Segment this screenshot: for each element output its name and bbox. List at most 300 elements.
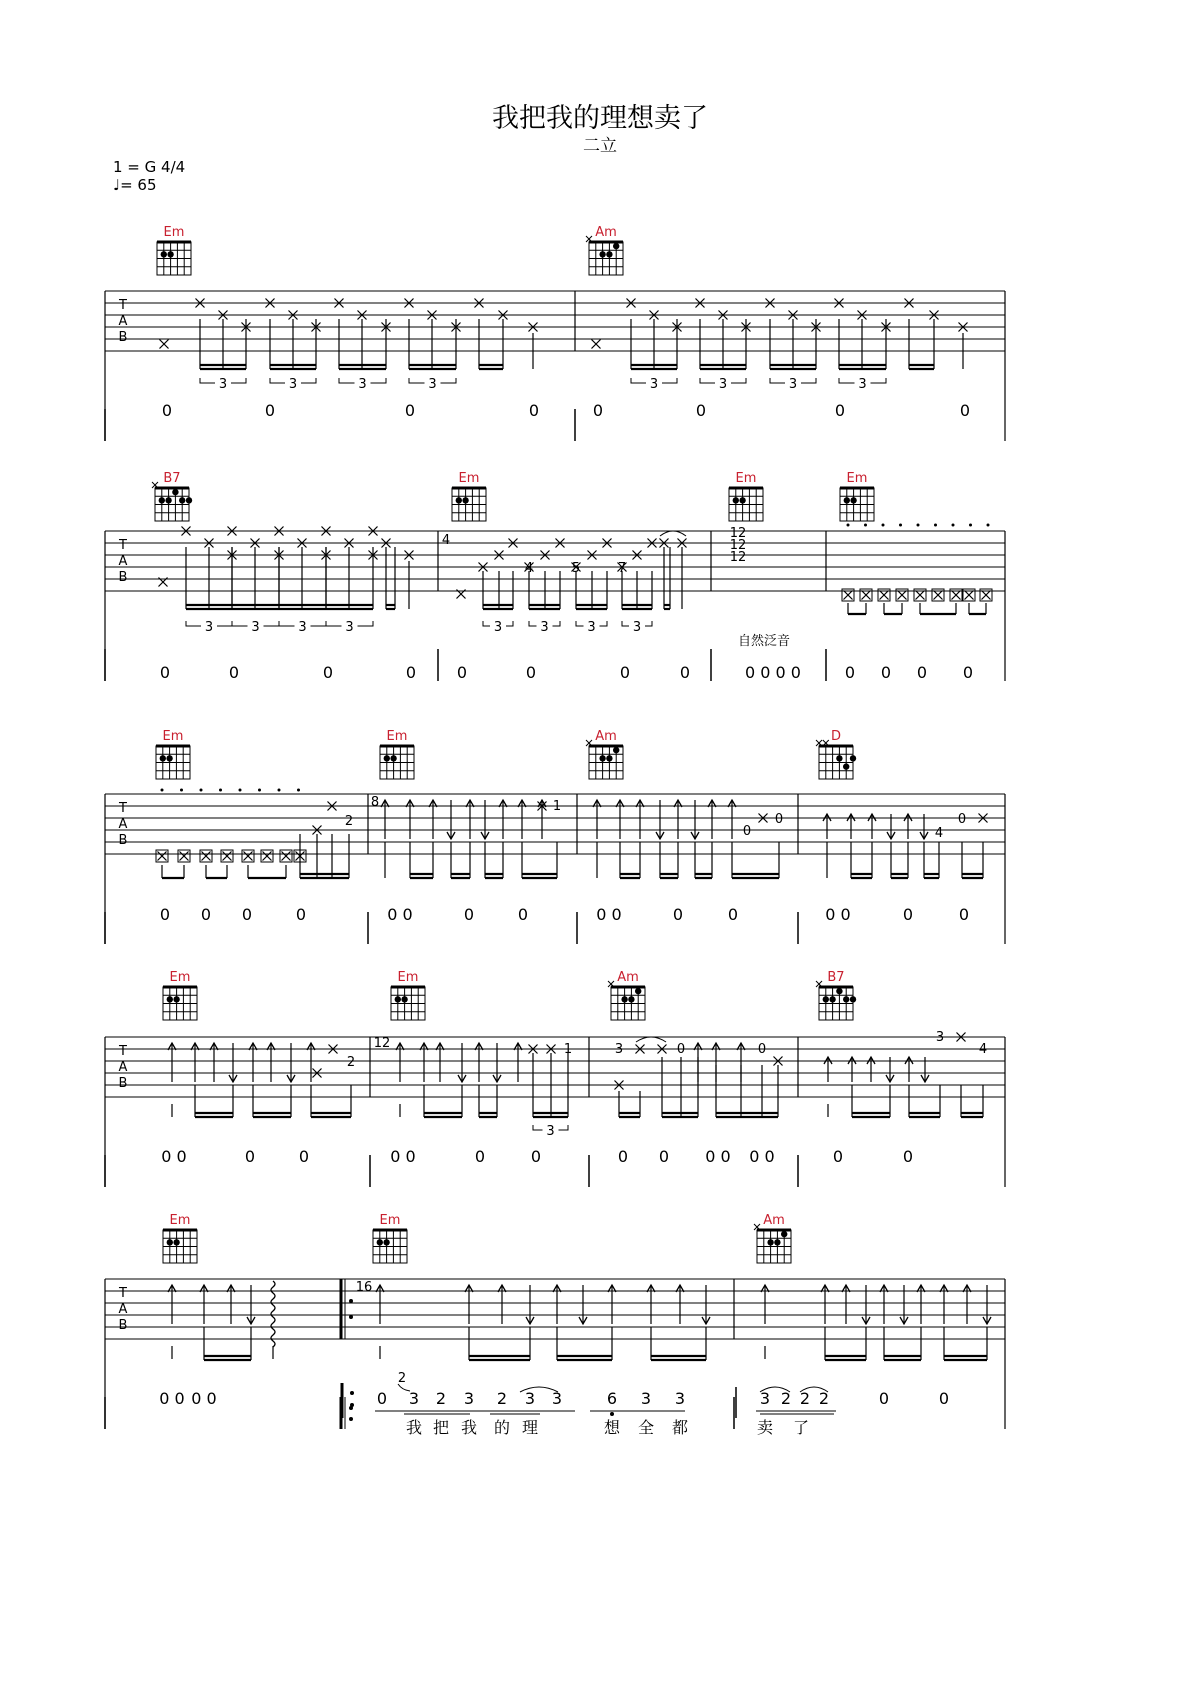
- lyric-syllable: 了: [792, 1418, 810, 1437]
- strum-up-arrow: [823, 814, 831, 839]
- finger-dot: [836, 755, 842, 761]
- strum-up-arrow: [636, 800, 644, 839]
- strum-up-arrow: [249, 1043, 257, 1082]
- dead-note-x-mark: [160, 340, 169, 349]
- rhythm-digit: 0: [528, 401, 540, 420]
- bracket-left: [186, 621, 201, 626]
- rhythm-digit: 0: [832, 1147, 844, 1166]
- strum-up-arrow: [475, 1043, 483, 1082]
- triplet-bracket: [270, 377, 316, 392]
- tab-clef-letter: A: [118, 314, 128, 329]
- finger-dot: [167, 996, 173, 1002]
- strum-up-arrow: [514, 1043, 522, 1082]
- lyric-syllable: 卖: [756, 1418, 774, 1437]
- octave-dot-below: [610, 1412, 614, 1416]
- triplet-number: 3: [218, 377, 228, 392]
- finger-dot: [767, 1239, 773, 1245]
- strum-up-arrow: [200, 1285, 208, 1324]
- rhythm-digit: 0: [695, 401, 707, 420]
- triplet-bracket: [576, 620, 607, 635]
- strum-up-arrow: [466, 800, 474, 839]
- bracket-left: [270, 378, 285, 383]
- fret-number: 0: [742, 824, 752, 839]
- rhythm-digit: 0: [916, 663, 928, 682]
- dead-note-x-mark: [844, 591, 853, 600]
- key-signature: 1 = G 4/4: [113, 158, 186, 176]
- rhythm-digit: 0: [962, 663, 974, 682]
- bracket-left: [533, 1125, 543, 1130]
- triplet-bracket: [232, 620, 279, 635]
- rhythm-digit: 0: [619, 663, 631, 682]
- finger-dot: [774, 1239, 780, 1245]
- tab-clef-letter: B: [118, 570, 128, 585]
- lyric-syllable: 我: [405, 1418, 423, 1437]
- finger-dot: [606, 755, 612, 761]
- rhythm-digit: 0: [463, 905, 475, 924]
- melody-digit: 3: [640, 1389, 652, 1408]
- finger-dot: [823, 996, 829, 1002]
- palm-mute-dot: [969, 524, 972, 527]
- melody-digit: 2: [780, 1389, 792, 1408]
- palm-mute-dot: [864, 524, 867, 527]
- finger-dot: [395, 996, 401, 1002]
- triplet-number: 3: [540, 620, 549, 635]
- fret-number: 0: [676, 1042, 686, 1057]
- rhythm-digit: 0: [228, 663, 240, 682]
- rhythm-digit: 0: [200, 905, 212, 924]
- melody-digit: 3: [759, 1389, 771, 1408]
- strum-up-arrow: [708, 800, 716, 839]
- triplet-number: 3: [288, 377, 298, 392]
- finger-dot: [173, 996, 179, 1002]
- rhythm-digit: 0: [456, 663, 468, 682]
- strum-up-arrow: [465, 1285, 473, 1324]
- bar-number: 4: [441, 533, 451, 548]
- bracket-left: [529, 621, 537, 626]
- dead-note-x-mark: [952, 591, 961, 600]
- dead-note-x-mark: [934, 591, 943, 600]
- strum-up-arrow: [593, 800, 601, 839]
- melody-digit: 2: [435, 1389, 447, 1408]
- chord-name: Em: [379, 1213, 401, 1228]
- strum-up-arrow: [499, 800, 507, 839]
- rhythm-digit: 0: [404, 401, 416, 420]
- chord-name: Em: [169, 970, 191, 985]
- dead-note-x-mark: [592, 340, 601, 349]
- melody-digit: 2: [818, 1389, 830, 1408]
- rhythm-digit: 0 0: [387, 905, 413, 924]
- rhythm-digit: 0: [159, 663, 171, 682]
- dead-note-x-mark: [982, 591, 991, 600]
- chord-diagram: [157, 225, 191, 275]
- dead-note-x-mark: [180, 852, 189, 861]
- lyric-syllable: 全: [637, 1418, 655, 1437]
- fret-number: 12: [729, 550, 747, 565]
- lyric-syllable: 想: [603, 1418, 621, 1437]
- rhythm-digit: 0: [658, 1147, 670, 1166]
- triplet-number: 3: [345, 620, 354, 635]
- dead-note-x-mark: [223, 852, 232, 861]
- strum-up-arrow: [963, 1285, 971, 1324]
- rhythm-digit: 0: [405, 663, 417, 682]
- dead-note-x-mark: [263, 852, 272, 861]
- finger-dot: [739, 497, 745, 503]
- finger-dot: [173, 1239, 179, 1245]
- chord-diagram: [156, 729, 190, 779]
- chord-name: Em: [397, 970, 419, 985]
- chord-diagram: [163, 970, 197, 1020]
- finger-dot: [613, 243, 619, 249]
- tab-clef-letter: A: [118, 817, 128, 832]
- bracket-right: [441, 378, 457, 383]
- finger-dot: [167, 251, 173, 257]
- palm-mute-dot: [258, 789, 261, 792]
- fret-number: 3: [935, 1030, 945, 1045]
- melody-digit: 3: [408, 1389, 420, 1408]
- bar-number: 12: [373, 1036, 391, 1051]
- palm-mute-dot: [239, 789, 242, 792]
- finger-dot: [599, 251, 605, 257]
- fret-number: 1: [552, 799, 562, 814]
- triplet-number: 3: [298, 620, 307, 635]
- finger-dot: [167, 1239, 173, 1245]
- bracket-right: [358, 621, 374, 626]
- rhythm-digit: 0 0: [390, 1147, 416, 1166]
- rhythm-digit: 0: [727, 905, 739, 924]
- strum-up-arrow: [616, 800, 624, 839]
- finger-dot: [186, 497, 192, 503]
- bracket-left: [483, 621, 490, 626]
- technique-annotation: 自然泛音: [737, 634, 791, 649]
- triplet-bracket: [483, 620, 513, 635]
- chord-name: Em: [735, 471, 757, 486]
- triplet-bracket: [409, 377, 456, 392]
- palm-mute-dot: [899, 524, 902, 527]
- bracket-right: [311, 621, 327, 626]
- rhythm-digit: 0 0: [825, 905, 851, 924]
- chord-diagram: [754, 1213, 791, 1263]
- finger-dot: [836, 988, 842, 994]
- fret-number: 4: [524, 561, 534, 576]
- rhythm-digit: 0: [244, 1147, 256, 1166]
- chord-name: Em: [458, 471, 480, 486]
- strum-up-arrow: [168, 1043, 176, 1082]
- dead-note-x-mark: [158, 852, 167, 861]
- rhythm-digit: 0: [530, 1147, 542, 1166]
- chord-name: Am: [617, 970, 639, 985]
- dead-note-x-mark: [880, 591, 889, 600]
- triplet-bracket: [770, 377, 816, 392]
- palm-mute-dot: [882, 524, 885, 527]
- strum-up-arrow: [728, 800, 736, 839]
- rhythm-digit: 0 0: [191, 1389, 217, 1408]
- triplet-number: 3: [718, 377, 728, 392]
- strum-up-arrow: [904, 814, 912, 839]
- triplet-bracket: [326, 620, 373, 635]
- fret-number: 2: [344, 814, 354, 829]
- fret-number: 1: [563, 1042, 573, 1057]
- finger-dot: [390, 755, 396, 761]
- rhythm-digit: 0 0: [596, 905, 622, 924]
- strum-up-arrow: [267, 1043, 275, 1082]
- finger-dot: [850, 996, 856, 1002]
- chord-diagram: [816, 970, 856, 1020]
- finger-dot: [635, 988, 641, 994]
- strum-up-arrow: [867, 1057, 875, 1082]
- chord-name: Em: [846, 471, 868, 486]
- finger-dot: [613, 747, 619, 753]
- triplet-number: 3: [858, 377, 867, 392]
- fret-number: 2: [346, 1055, 356, 1070]
- melody-digit: 3: [524, 1389, 536, 1408]
- rhythm-digit: 0: [159, 905, 171, 924]
- triplet-number: 3: [428, 377, 437, 392]
- chord-name: Am: [763, 1213, 785, 1228]
- song-title: 我把我的理想卖了: [492, 103, 708, 134]
- palm-mute-dot: [934, 524, 937, 527]
- rhythm-digit: 0: [958, 905, 970, 924]
- finger-dot: [456, 497, 462, 503]
- grace-note-digit: 2: [397, 1371, 407, 1386]
- finger-dot: [843, 763, 849, 769]
- dead-note-x-mark: [916, 591, 925, 600]
- dead-note-x-mark: [244, 852, 253, 861]
- bracket-left: [339, 378, 355, 383]
- bracket-right: [559, 1125, 569, 1130]
- bar-number: 16: [355, 1280, 373, 1295]
- bracket-left: [631, 378, 646, 383]
- rhythm-digit: 0: [517, 905, 529, 924]
- fret-number: 5: [571, 561, 581, 576]
- strum-up-arrow: [406, 800, 414, 839]
- chord-name: Em: [169, 1213, 191, 1228]
- finger-dot: [462, 497, 468, 503]
- strum-up-arrow: [821, 1285, 829, 1324]
- palm-mute-dot: [952, 524, 955, 527]
- fret-number: 12: [729, 526, 747, 541]
- melody-digit: 3: [463, 1389, 475, 1408]
- lyric-syllable: 都: [671, 1418, 689, 1437]
- chord-diagram: [163, 1213, 197, 1263]
- finger-dot: [843, 996, 849, 1002]
- bracket-left: [200, 378, 215, 383]
- finger-dot: [628, 996, 634, 1002]
- triplet-bracket: [529, 620, 560, 635]
- melody-digit: 6: [606, 1389, 618, 1408]
- rhythm-digit: 0: [902, 1147, 914, 1166]
- chord-diagram: [452, 471, 486, 521]
- chord-name: D: [830, 729, 842, 744]
- palm-mute-dot: [180, 789, 183, 792]
- finger-dot: [621, 996, 627, 1002]
- strum-up-arrow: [168, 1285, 176, 1324]
- palm-mute-dot: [847, 524, 850, 527]
- strum-up-arrow: [376, 1285, 384, 1324]
- triplet-number: 3: [204, 620, 214, 635]
- dead-note-x-mark: [282, 852, 291, 861]
- rhythm-digit: 0: [672, 905, 684, 924]
- bracket-right: [662, 378, 677, 383]
- tempo-marking: ♩= 65: [113, 176, 157, 194]
- finger-dot: [850, 497, 856, 503]
- strum-up-arrow: [842, 1285, 850, 1324]
- rhythm-digit: 0: [880, 663, 892, 682]
- finger-dot: [599, 755, 605, 761]
- repeat-dot: [349, 1299, 353, 1303]
- strum-up-arrow: [880, 1285, 888, 1324]
- dead-note-x-mark: [202, 852, 211, 861]
- palm-mute-dot: [917, 524, 920, 527]
- dead-note-x-mark: [898, 591, 907, 600]
- strum-up-arrow: [498, 1285, 506, 1324]
- strum-up-arrow: [676, 1285, 684, 1324]
- rhythm-digit: 0: [298, 1147, 310, 1166]
- melody-digit: 3: [674, 1389, 686, 1408]
- fret-number: 4: [978, 1042, 988, 1057]
- lyric-syllable: 理: [521, 1418, 539, 1437]
- melody-digit: 0: [938, 1389, 950, 1408]
- repeat-dot: [350, 1403, 354, 1407]
- lyric-syllable: 把: [432, 1418, 450, 1437]
- finger-dot: [166, 755, 172, 761]
- chord-diagram: [373, 1213, 407, 1263]
- tab-clef-letter: B: [118, 833, 128, 848]
- strum-up-arrow: [847, 814, 855, 839]
- song-artist: 二立: [583, 136, 617, 156]
- triplet-bracket: [279, 620, 326, 635]
- triplet-bracket: [339, 377, 386, 392]
- chord-diagram: [608, 970, 645, 1020]
- melody-digit: 0: [376, 1389, 388, 1408]
- triplet-bracket: [839, 377, 886, 392]
- rhythm-digit: 0: [959, 401, 971, 420]
- strum-up-arrow: [761, 1285, 769, 1324]
- tie-arc: [660, 531, 686, 536]
- tab-clef-letter: T: [119, 1044, 127, 1059]
- triplet-bracket: [533, 1124, 568, 1139]
- strum-up-arrow: [553, 1285, 561, 1324]
- triplet-bracket: [622, 620, 652, 635]
- bar-number: 8: [370, 795, 380, 810]
- finger-dot: [384, 755, 390, 761]
- tab-clef-letter: A: [118, 1302, 128, 1317]
- strum-up-arrow: [436, 1043, 444, 1082]
- triplet-number: 3: [358, 377, 367, 392]
- finger-dot: [733, 497, 739, 503]
- triplet-number: 3: [587, 620, 596, 635]
- lyric-syllable: 我: [460, 1418, 478, 1437]
- finger-dot: [781, 1231, 787, 1237]
- fret-number: 4: [934, 826, 944, 841]
- finger-dot: [160, 755, 166, 761]
- dead-note-x-mark: [862, 591, 871, 600]
- strum-up-arrow: [210, 1043, 218, 1082]
- finger-dot: [172, 489, 178, 495]
- strum-up-arrow: [647, 1285, 655, 1324]
- triplet-number: 3: [788, 377, 798, 392]
- fret-number: 0: [957, 812, 967, 827]
- fret-number: 7: [617, 561, 627, 576]
- rhythm-digit: 0: [679, 663, 691, 682]
- triplet-number: 3: [649, 377, 659, 392]
- tab-clef-letter: A: [118, 554, 128, 569]
- rhythm-digit: 0: [295, 905, 307, 924]
- chord-diagram: [380, 729, 414, 779]
- bracket-right: [600, 621, 608, 626]
- strum-up-arrow: [905, 1057, 913, 1082]
- triplet-number: 3: [251, 620, 260, 635]
- chord-name: B7: [163, 471, 181, 486]
- triplet-bracket: [186, 620, 232, 635]
- fret-number: 0: [757, 1042, 767, 1057]
- finger-dot: [829, 996, 835, 1002]
- bracket-left: [770, 378, 785, 383]
- bracket-right: [553, 621, 561, 626]
- triplet-bracket: [631, 377, 677, 392]
- finger-dot: [161, 251, 167, 257]
- rhythm-digit: 0: [844, 663, 856, 682]
- rhythm-digit: 0: [241, 905, 253, 924]
- finger-dot: [606, 251, 612, 257]
- bracket-left: [232, 621, 248, 626]
- tie-arc: [636, 1037, 666, 1042]
- rhythm-digit: 0: [322, 663, 334, 682]
- bracket-left: [326, 621, 342, 626]
- finger-dot: [165, 497, 171, 503]
- palm-mute-dot: [297, 789, 300, 792]
- bracket-left: [279, 621, 295, 626]
- rhythm-digit: 0: [834, 401, 846, 420]
- melody-digit: 2: [799, 1389, 811, 1408]
- chord-name: B7: [827, 970, 845, 985]
- rhythm-digit: 0 0: [749, 1147, 775, 1166]
- rhythm-digit: 0 0 0 0: [745, 663, 801, 682]
- palm-mute-dot: [278, 789, 281, 792]
- repeat-dot: [349, 1417, 353, 1421]
- chord-name: Am: [595, 729, 617, 744]
- fret-number: 12: [729, 538, 747, 553]
- strum-up-arrow: [227, 1285, 235, 1324]
- bracket-right: [301, 378, 316, 383]
- fret-number: 0: [774, 812, 784, 827]
- palm-mute-dot: [219, 789, 222, 792]
- melody-digit: 0: [878, 1389, 890, 1408]
- rhythm-digit: 0 0: [159, 1389, 185, 1408]
- bracket-right: [506, 621, 513, 626]
- chord-diagram: [840, 471, 874, 521]
- chord-diagram: [729, 471, 763, 521]
- triplet-number: 3: [632, 620, 642, 635]
- finger-dot: [383, 1239, 389, 1245]
- rhythm-digit: 0: [525, 663, 537, 682]
- bracket-left: [576, 621, 584, 626]
- bracket-right: [217, 621, 232, 626]
- strum-up-arrow: [420, 1043, 428, 1082]
- triplet-number: 3: [546, 1124, 555, 1139]
- strum-up-arrow: [518, 800, 526, 839]
- finger-dot: [401, 996, 407, 1002]
- rhythm-digit: 0: [474, 1147, 486, 1166]
- tab-clef-letter: T: [119, 801, 127, 816]
- melody-digit: 2: [496, 1389, 508, 1408]
- strum-up-arrow: [940, 1285, 948, 1324]
- strum-up-arrow: [868, 814, 876, 839]
- melody-digit: 3: [551, 1389, 563, 1408]
- strum-up-arrow: [917, 1285, 925, 1324]
- dead-note-x-mark: [965, 591, 974, 600]
- chord-name: Em: [163, 225, 185, 240]
- bracket-right: [645, 621, 652, 626]
